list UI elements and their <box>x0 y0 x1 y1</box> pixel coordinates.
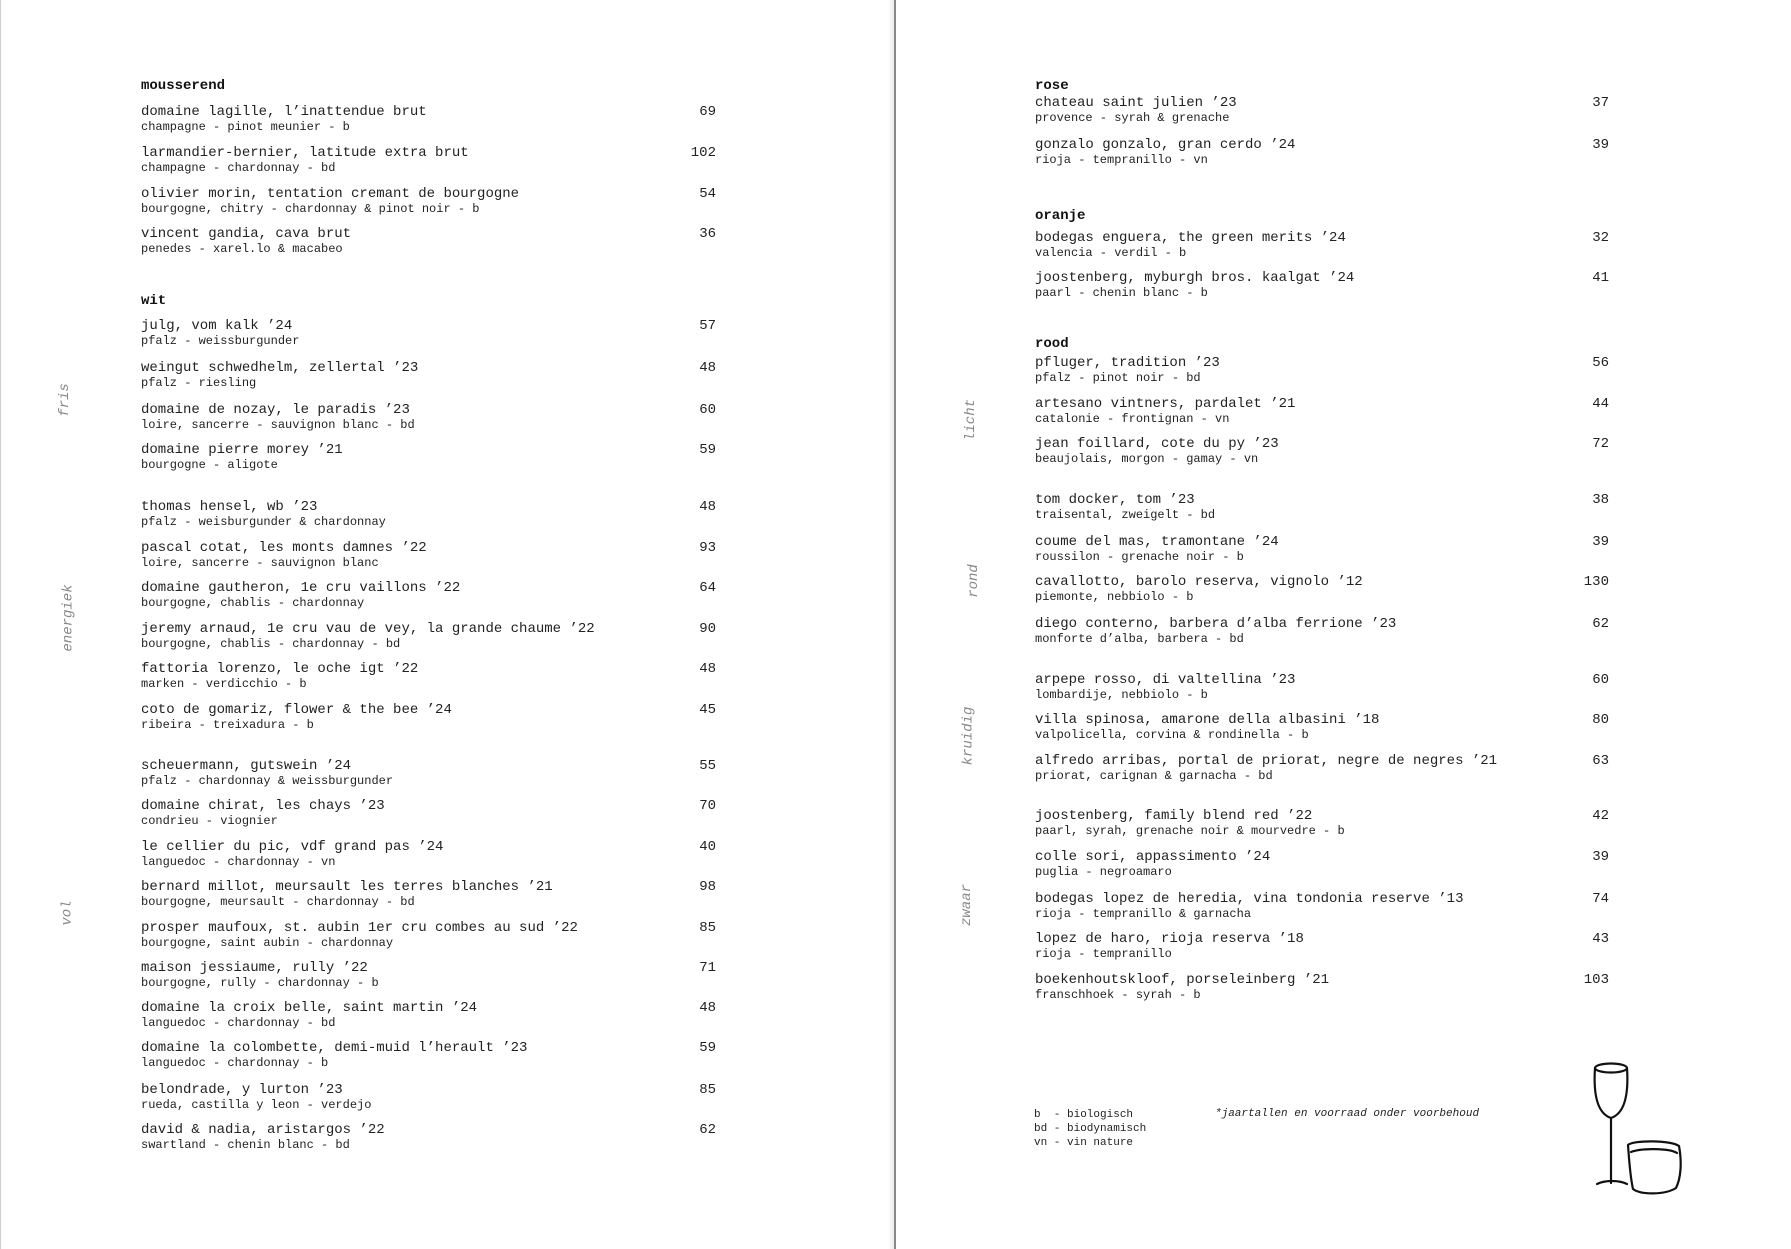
wine-price: 45 <box>699 702 716 718</box>
wine-name: pascal cotat, les monts damnes ’22 <box>141 540 427 556</box>
wine-region-grape: swartland - chenin blanc - bd <box>141 1138 350 1152</box>
wine-entry <box>1035 492 1215 522</box>
wine-region-grape: rueda, castilla y leon - verdejo <box>141 1098 372 1112</box>
wine-entry <box>1035 534 1279 564</box>
wine-entry <box>141 442 343 472</box>
wine-price: 43 <box>1592 931 1609 947</box>
wine-name: coume del mas, tramontane ’24 <box>1035 534 1279 550</box>
wine-name: jean foillard, cote du py ’23 <box>1035 436 1279 452</box>
wine-price: 64 <box>699 580 716 596</box>
wine-region-grape: paarl - chenin blanc - b <box>1035 286 1208 300</box>
wine-name: david & nadia, aristargos ’22 <box>141 1122 385 1138</box>
wine-name: domaine chirat, les chays ’23 <box>141 798 385 814</box>
wine-name: thomas hensel, wb ’23 <box>141 499 318 515</box>
wine-price: 37 <box>1592 95 1609 111</box>
wine-region-grape: traisental, zweigelt - bd <box>1035 508 1216 522</box>
wine-region-grape: languedoc - chardonnay - bd <box>141 1016 336 1030</box>
wine-price: 48 <box>699 661 716 677</box>
wine-entry <box>141 186 519 216</box>
wine-entry <box>1035 712 1379 742</box>
wine-region-grape: pfalz - pinot noir - bd <box>1035 371 1201 385</box>
wine-price: 48 <box>699 360 716 376</box>
wine-entry <box>141 1040 527 1070</box>
wine-region-grape: paarl, syrah, grenache noir & mourvedre - b <box>1035 824 1345 838</box>
wine-entry <box>1035 574 1363 604</box>
wine-region-grape: monforte d’alba, barbera - bd <box>1035 632 1244 646</box>
wine-name: tom docker, tom ’23 <box>1035 492 1195 508</box>
wine-region-grape: champagne - pinot meunier - b <box>141 120 350 134</box>
wine-name: scheuermann, gutswein ’24 <box>141 758 352 774</box>
wine-region-grape: puglia - negroamaro <box>1035 865 1172 879</box>
wine-region-grape: pfalz - chardonnay & weissburgunder <box>141 774 394 788</box>
wine-price: 80 <box>1592 712 1609 728</box>
wine-region-grape: ribeira - treixadura - b <box>141 718 314 732</box>
section-title-oranje: oranje <box>1035 208 1086 224</box>
wine-price: 62 <box>699 1122 716 1138</box>
wine-price: 74 <box>1592 891 1609 907</box>
legend <box>1034 1108 1146 1150</box>
wine-region-grape: valencia - verdil - b <box>1035 246 1187 260</box>
side-label-rond: rond <box>965 564 982 598</box>
wine-name: vincent gandia, cava brut <box>141 226 352 242</box>
wine-price: 48 <box>699 499 716 515</box>
wine-region-grape: rioja - tempranillo - vn <box>1035 153 1208 167</box>
wine-entry <box>141 145 469 175</box>
wine-entry <box>1035 230 1346 260</box>
wine-price: 90 <box>699 621 716 637</box>
legend-item-b: b - biologisch <box>1034 1109 1134 1121</box>
wine-name: belondrade, y lurton ’23 <box>141 1082 343 1098</box>
wine-entry <box>1035 355 1220 385</box>
wine-name: prosper maufoux, st. aubin 1er cru combes au sud ’22 <box>141 920 578 936</box>
wine-region-grape: bourgogne, chitry - chardonnay & pinot noir - b <box>141 202 480 216</box>
disclaimer-note: *jaartallen en voorraad onder voorbehoud <box>1215 1108 1480 1120</box>
wine-entry <box>141 960 379 990</box>
wine-region-grape: rioja - tempranillo <box>1035 947 1172 961</box>
wine-price: 55 <box>699 758 716 774</box>
wine-name: bodegas enguera, the green merits ’24 <box>1035 230 1346 246</box>
wine-entry <box>141 798 385 828</box>
wine-price: 56 <box>1592 355 1609 371</box>
side-label-energiek: energiek <box>60 584 77 652</box>
wine-name: bodegas lopez de heredia, vina tondonia reserve ’13 <box>1035 891 1464 907</box>
wine-price: 32 <box>1592 230 1609 246</box>
wine-region-grape: priorat, carignan & garnacha - bd <box>1035 769 1273 783</box>
wine-region-grape: beaujolais, morgon - gamay - vn <box>1035 452 1259 466</box>
wine-name: jeremy arnaud, 1e cru vau de vey, la grande chaume ’22 <box>141 621 595 637</box>
wine-entry <box>1035 808 1345 838</box>
wine-price: 93 <box>699 540 716 556</box>
wine-entry <box>1035 436 1279 466</box>
wine-name: domaine gautheron, 1e cru vaillons ’22 <box>141 580 461 596</box>
wine-price: 40 <box>699 839 716 855</box>
wine-region-grape: bourgogne, rully - chardonnay - b <box>141 976 379 990</box>
wine-name: diego conterno, barbera d’alba ferrione ’23 <box>1035 616 1397 632</box>
wine-name: domaine pierre morey ’21 <box>141 442 343 458</box>
section-title-mousserend: mousserend <box>141 78 226 94</box>
wine-entry <box>141 360 418 390</box>
wine-region-grape: languedoc - chardonnay - vn <box>141 855 336 869</box>
legend-item-bd: bd - biodynamisch <box>1034 1123 1147 1135</box>
wine-entry <box>1035 95 1237 125</box>
wine-entry <box>141 402 415 432</box>
wine-region-grape: bourgogne, chablis - chardonnay <box>141 596 365 610</box>
wine-region-grape: roussilon - grenache noir - b <box>1035 550 1244 564</box>
wine-region-grape: catalonie - frontignan - vn <box>1035 412 1230 426</box>
wine-entry <box>1035 616 1396 646</box>
wine-entry <box>141 1000 477 1030</box>
wine-price: 72 <box>1592 436 1609 452</box>
wine-region-grape: franschhoek - syrah - b <box>1035 988 1201 1002</box>
wine-region-grape: pfalz - riesling <box>141 376 257 390</box>
wine-entry <box>1035 849 1270 879</box>
wine-name: gonzalo gonzalo, gran cerdo ’24 <box>1035 137 1296 153</box>
wine-entry <box>141 540 427 570</box>
legend-item-vn: vn - vin nature <box>1034 1137 1134 1149</box>
wine-name: artesano vintners, pardalet ’21 <box>1035 396 1296 412</box>
wine-name: joostenberg, family blend red ’22 <box>1035 808 1313 824</box>
wine-entry <box>1035 270 1354 300</box>
wine-price: 39 <box>1592 849 1609 865</box>
wine-region-grape: pfalz - weissburgunder <box>141 334 300 348</box>
wine-entry <box>141 839 443 869</box>
wine-entry <box>1035 753 1497 783</box>
wine-entry <box>141 499 386 529</box>
wine-region-grape: provence - syrah & grenache <box>1035 111 1230 125</box>
wine-price: 60 <box>1592 672 1609 688</box>
wine-name: lopez de haro, rioja reserva ’18 <box>1035 931 1304 947</box>
wine-price: 71 <box>699 960 716 976</box>
wine-name: weingut schwedhelm, zellertal ’23 <box>141 360 419 376</box>
wine-name: bernard millot, meursault les terres blanches ’21 <box>141 879 553 895</box>
wine-name: julg, vom kalk ’24 <box>141 318 293 334</box>
wine-name: alfredo arribas, portal de priorat, negre de negres ’21 <box>1035 753 1498 769</box>
wine-price: 39 <box>1592 137 1609 153</box>
wine-region-grape: loire, sancerre - sauvignon blanc <box>141 556 379 570</box>
wine-region-grape: bourgogne, saint aubin - chardonnay <box>141 936 394 950</box>
wine-region-grape: condrieu - viognier <box>141 814 278 828</box>
side-label-fris: fris <box>56 383 73 417</box>
wine-price: 41 <box>1592 270 1609 286</box>
section-title-rood: rood <box>1035 336 1069 352</box>
wine-entry <box>1035 972 1329 1002</box>
wine-price: 36 <box>699 226 716 242</box>
wine-region-grape: marken - verdicchio - b <box>141 677 307 691</box>
wine-glass-illustration <box>1585 1058 1685 1203</box>
wine-price: 59 <box>699 1040 716 1056</box>
wine-name: coto de gomariz, flower & the bee ’24 <box>141 702 452 718</box>
wine-name: chateau saint julien ’23 <box>1035 95 1237 111</box>
wine-entry <box>141 580 460 610</box>
wine-entry <box>141 1122 385 1152</box>
wine-entry <box>141 621 595 651</box>
wine-name: maison jessiaume, rully ’22 <box>141 960 368 976</box>
wine-price: 48 <box>699 1000 716 1016</box>
wine-entry <box>141 318 299 348</box>
wine-region-grape: champagne - chardonnay - bd <box>141 161 336 175</box>
wine-price: 39 <box>1592 534 1609 550</box>
wine-region-grape: rioja - tempranillo & garnacha <box>1035 907 1252 921</box>
wine-region-grape: lombardije, nebbiolo - b <box>1035 688 1208 702</box>
wine-price: 54 <box>699 186 716 202</box>
wine-name: fattoria lorenzo, le oche igt ’22 <box>141 661 419 677</box>
wine-name: larmandier-bernier, latitude extra brut <box>141 145 469 161</box>
wine-name: domaine de nozay, le paradis ’23 <box>141 402 410 418</box>
wine-region-grape: bourgogne, chablis - chardonnay - bd <box>141 637 401 651</box>
wine-price: 44 <box>1592 396 1609 412</box>
wine-entry <box>141 920 578 950</box>
wine-price: 57 <box>699 318 716 334</box>
side-label-licht: licht <box>963 398 980 442</box>
wine-name: cavallotto, barolo reserva, vignolo ’12 <box>1035 574 1363 590</box>
wine-region-grape: piemonte, nebbiolo - b <box>1035 590 1194 604</box>
section-title-wit: wit <box>141 293 167 309</box>
wine-region-grape: bourgogne, meursault - chardonnay - bd <box>141 895 415 909</box>
section-title-rose: rose <box>1035 78 1069 94</box>
wine-name: le cellier du pic, vdf grand pas ’24 <box>141 839 444 855</box>
wine-price: 103 <box>1583 972 1609 988</box>
wine-price: 42 <box>1592 808 1609 824</box>
wine-price: 130 <box>1583 574 1609 590</box>
wine-name: colle sori, appassimento ’24 <box>1035 849 1271 865</box>
wine-price: 98 <box>699 879 716 895</box>
wine-name: domaine la colombette, demi-muid l’herault ’23 <box>141 1040 528 1056</box>
wine-entry <box>1035 891 1463 921</box>
wine-price: 62 <box>1592 616 1609 632</box>
wine-price: 63 <box>1592 753 1609 769</box>
wine-price: 38 <box>1592 492 1609 508</box>
wine-entry <box>141 879 553 909</box>
wine-name: joostenberg, myburgh bros. kaalgat ’24 <box>1035 270 1355 286</box>
side-label-kruidig: kruidig <box>960 706 977 766</box>
side-label-vol: vol <box>59 900 76 926</box>
wine-name: domaine la croix belle, saint martin ’24 <box>141 1000 478 1016</box>
wine-entry <box>141 661 418 691</box>
wine-region-grape: penedes - xarel.lo & macabeo <box>141 242 343 256</box>
wine-entry <box>1035 137 1295 167</box>
side-label-zwaar: zwaar <box>959 883 976 927</box>
wine-price: 59 <box>699 442 716 458</box>
wine-name: domaine lagille, l’inattendue brut <box>141 104 427 120</box>
wine-region-grape: bourgogne - aligote <box>141 458 278 472</box>
wine-name: pfluger, tradition ’23 <box>1035 355 1220 371</box>
wine-price: 60 <box>699 402 716 418</box>
wine-entry <box>141 702 452 732</box>
wine-price: 69 <box>699 104 716 120</box>
wine-region-grape: languedoc - chardonnay - b <box>141 1056 329 1070</box>
wine-price: 85 <box>699 920 716 936</box>
wine-name: arpepe rosso, di valtellina ’23 <box>1035 672 1296 688</box>
wine-entry <box>1035 672 1295 702</box>
wine-price: 85 <box>699 1082 716 1098</box>
wine-price: 70 <box>699 798 716 814</box>
wine-name: olivier morin, tentation cremant de bourgogne <box>141 186 520 202</box>
wine-entry <box>1035 396 1295 426</box>
wine-entry <box>1035 931 1304 961</box>
wine-entry <box>141 1082 371 1112</box>
wine-region-grape: valpolicella, corvina & rondinella - b <box>1035 728 1309 742</box>
wine-entry <box>141 758 393 788</box>
wine-entry <box>141 226 351 256</box>
wine-name: boekenhoutskloof, porseleinberg ’21 <box>1035 972 1330 988</box>
wine-region-grape: loire, sancerre - sauvignon blanc - bd <box>141 418 415 432</box>
wine-entry <box>141 104 427 134</box>
wine-price: 102 <box>690 145 716 161</box>
wine-name: villa spinosa, amarone della albasini ’18 <box>1035 712 1380 728</box>
wine-region-grape: pfalz - weisburgunder & chardonnay <box>141 515 386 529</box>
